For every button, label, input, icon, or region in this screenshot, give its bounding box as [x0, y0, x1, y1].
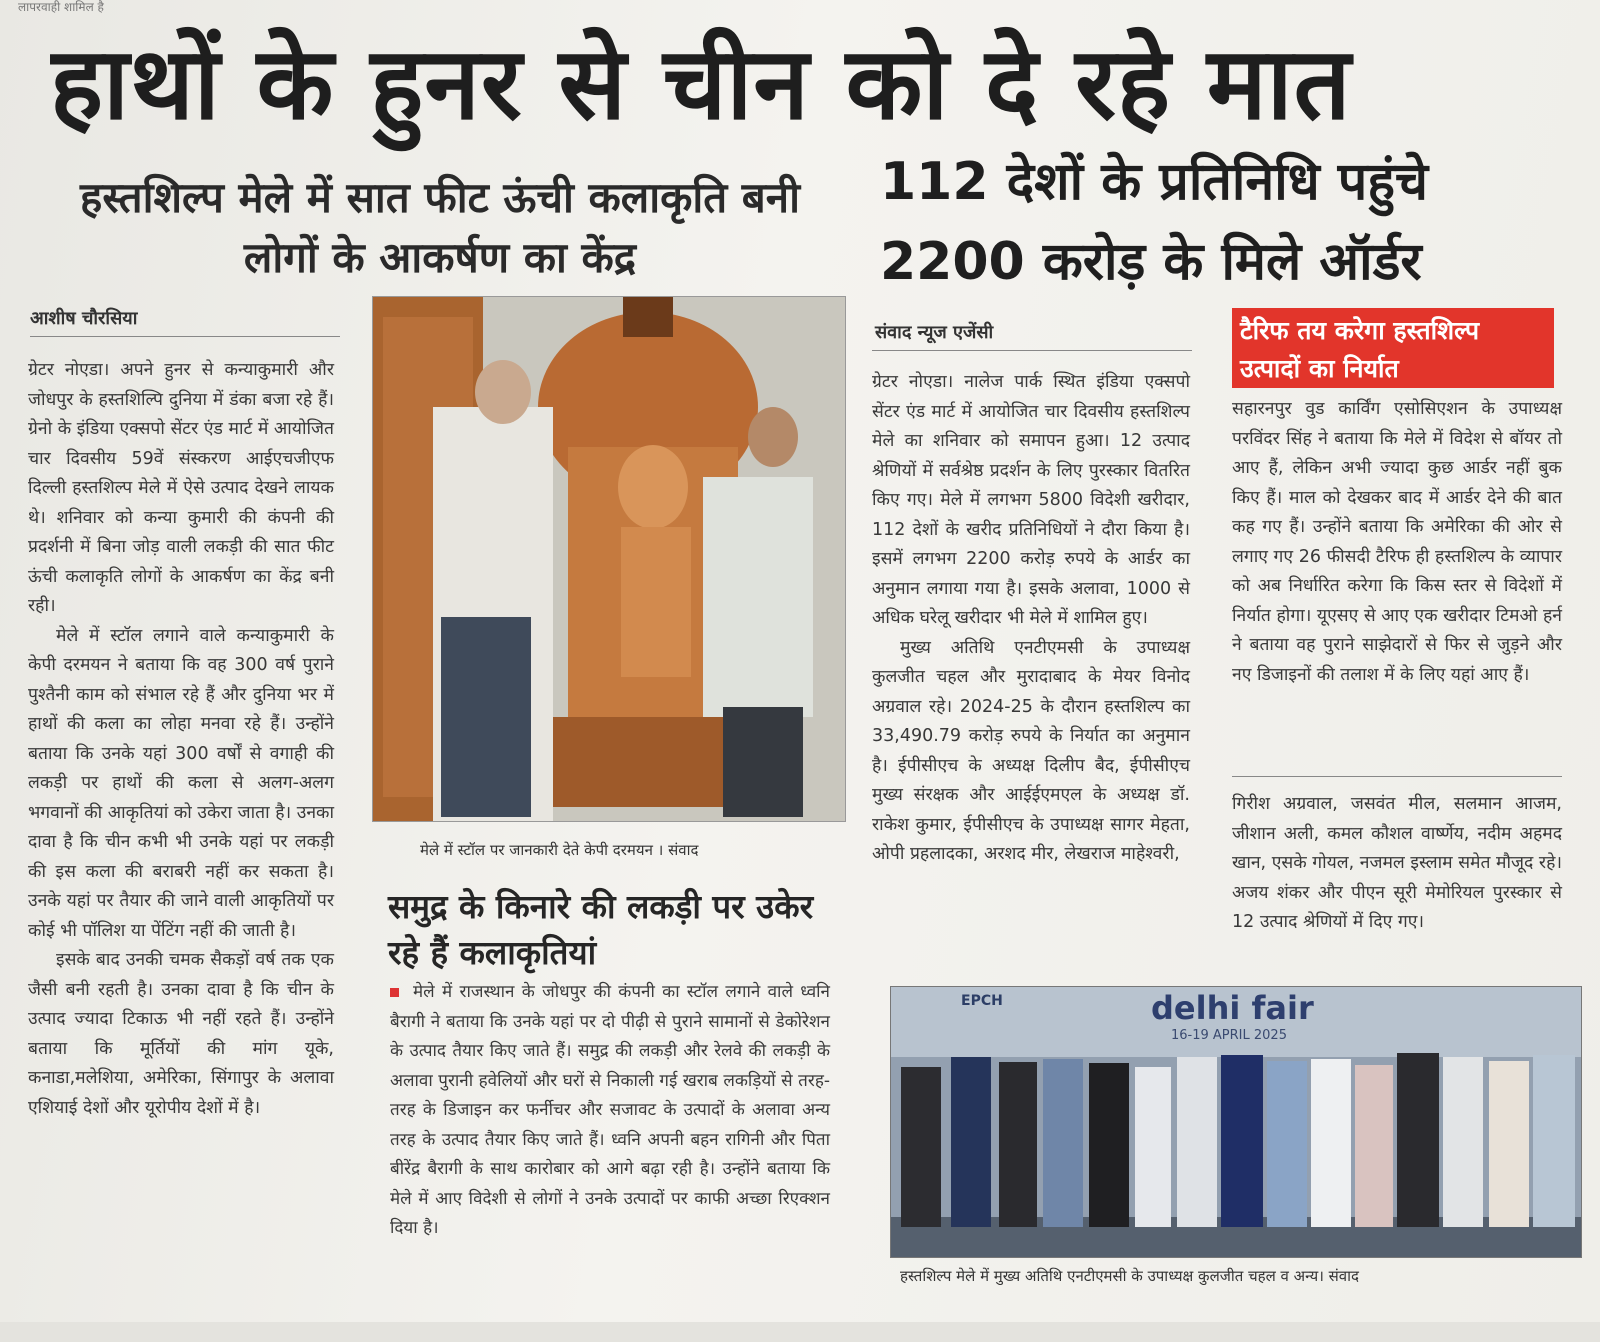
column3-paragraph-2: मुख्य अतिथि एनटीएमसी के उपाध्यक्ष कुलजीत चहल और मुरादाबाद के मेयर विनोद अग्रवाल रहे। 2024-25 के दौरान हस्तशिल्प का 33,490.79 करोड़ रुपये के निर्यात का अनुमान है। ईपीसीएच के अध्यक्ष दिलीप बैद, ईपीसीएच मुख्य संरक्षक और आईईएमएल के अध्यक्ष डॉ. राकेश कुमार, ईपीसीएच के उपाध्यक्ष सागर मेहता, ओपी प्रहलादका, अरशद मीर, लेखराज माहेश्वरी,	[872, 637, 1190, 864]
main-headline: हाथों के हुनर से चीन को दे रहे मात	[50, 25, 1352, 142]
article-column-2	[390, 978, 830, 1244]
right-subheadline-line1: 112 देशों के प्रतिनिधि पहुंचे	[880, 152, 1428, 212]
column2-text: मेले में राजस्थान के जोधपुर की कंपनी का स्टॉल लगाने वाले ध्वनि बैरागी ने बताया कि उनके यहां पर दो पीढ़ी से पुराने सामानों से डेकोरेशन के उत्पाद तैयार किए जाते हैं। समुद्र की लकड़ी और रेलवे की लकड़ी के अलावा पुरानी हवेलियों और घरों से निकाली गई खराब लकड़ियों से तरह-तरह के डिजाइन कर फर्नीचर और सजावट के उत्पादों के अलावा अन्य तरह के उत्पाद तैयार किए जाते हैं। ध्वनि अपनी बहन रागिनी और पिता बीरेंद्र बैरागी के साथ कारोबार को आगे बढ़ा रही है। उन्होंने बताया कि मेले में आए विदेशी से लोगों ने उनके उत्पादों पर काफी अच्छा रिएक्शन दिया है।	[390, 982, 830, 1238]
right-subheadline	[880, 142, 1560, 302]
photo-caption-2: हस्तशिल्प मेले में मुख्य अतिथि एनटीएमसी के उपाध्यक्ष कुलजीत चहल व अन्य। संवाद	[900, 1267, 1359, 1285]
group-photo	[890, 986, 1582, 1258]
banner-date-text: 16-19 APRIL 2025	[1171, 1028, 1287, 1043]
column4b-text: गिरीश अग्रवाल, जसवंत मील, सलमान आजम, जीशान अली, कमल कौशल वार्ष्णेय, नदीम अहमद खान, एसके गोयल, नजमल इस्लाम समेत मौजूद रहे। अजय शंकर और पीएन सूरी मेमोरियल पुरस्कार से 12 उत्पाद श्रेणियों में दिए गए।	[1232, 794, 1562, 932]
article-column-3	[872, 368, 1190, 870]
column1-paragraph-1: ग्रेटर नोएडा। अपने हुनर से कन्याकुमारी और जोधपुर के हस्तशिल्पि दुनिया में डंका बजा रहे हैं। ग्रेनो के इंडिया एक्सपो सेंटर एंड मार्ट में आयोजित चार दिवसीय 59वें संस्करण आईएचजीएफ दिल्ली हस्तशिल्प मेले में ऐसे उत्पाद देखने लायक थे। शनिवार को कन्या कुमारी की कंपनी की प्रदर्शनी में बिना जोड़ वाली लकड़ी की सात फीट ऊंची कलाकृति लोगों के आकर्षण का केंद्र बनी रही।	[28, 360, 334, 616]
sculpture-photo	[372, 296, 846, 822]
photo-caption-1: मेले में स्टॉल पर जानकारी देते केपी दरमयन । संवाद	[420, 841, 699, 859]
article-column-4	[1232, 395, 1562, 690]
banner-epch-text: EPCH	[961, 993, 1003, 1009]
byline-mid-rule	[872, 350, 1192, 351]
red-subhead-box: टैरिफ तय करेगा हस्तशिल्प उत्पादों का निर्यात	[1232, 308, 1554, 388]
article-column-1	[28, 356, 334, 1123]
byline-left: आशीष चौरसिया	[30, 308, 138, 329]
top-strip-text: लापरवाही शामिल है	[18, 0, 104, 14]
article-column-4b	[1232, 790, 1562, 938]
mid-subheadline: समुद्र के किनारे की लकड़ी पर उकेर रहे हैं कलाकृतियां	[388, 887, 814, 972]
byline-mid: संवाद न्यूज एजेंसी	[875, 322, 994, 343]
red-bullet-icon	[390, 988, 399, 997]
banner-fair-text: delhi fair	[1151, 989, 1314, 1027]
bottom-strip	[0, 1322, 1600, 1342]
column4-divider	[1232, 776, 1562, 777]
column3-paragraph-1: ग्रेटर नोएडा। नालेज पार्क स्थित इंडिया एक्सपो सेंटर एंड मार्ट में आयोजित चार दिवसीय हस्तशिल्प मेले का शनिवार को समापन हुआ। 12 उत्पाद श्रेणियों में सर्वश्रेष्ठ प्रदर्शन के लिए पुरस्कार वितरित किए गए। मेले में लगभग 5800 विदेशी खरीदार, 112 देशों के खरीद प्रतिनिधियों ने दौरा किया है। इसमें लगभग 2200 करोड़ रुपये के आर्डर का अनुमान लगाया गया है। इसके अलावा, 1000 से अधिक घरेलू खरीदार भी मेले में शामिल हुए।	[872, 372, 1190, 628]
column4-text: सहारनपुर वुड कार्विंग एसोसिएशन के उपाध्यक्ष परविंदर सिंह ने बताया कि मेले में विदेश से बॉयर तो आए हैं, लेकिन अभी ज्यादा कुछ आर्डर नहीं बुक किए हैं। माल को देखकर बाद में आर्डर देने की बात कह गए हैं। उन्होंने बताया कि अमेरिका की ओर से लगाए गए 26 फीसदी टैरिफ ही हस्तशिल्प के व्यापार को अब निर्धारित करेगा कि किस स्तर से विदेशों में निर्यात होगा। यूएसए से आए एक खरीदार टिमओ हर्न ने बताया वह पुराने साझेदारों से फिर से जुड़ने और नए डिजाइनों की तलाश में के लिए यहां आए हैं।	[1232, 399, 1562, 685]
column1-paragraph-2: मेले में स्टॉल लगाने वाले कन्याकुमारी के केपी दरमयन ने बताया कि वह 300 वर्ष पुराने पुश्तैनी काम को संभाल रहे हैं और दुनिया भर में हाथों की कला का लोहा मनवा रहे हैं। उन्होंने बताया कि उनके यहां 300 वर्षों से वगाही की लकड़ी पर हाथों की कला से अलग-अलग भगवानों की आकृतियां को उकेरा जाता है। उनका दावा है कि चीन कभी भी उनके यहां पर लकड़ी की इस कला की बराबरी नहीं कर सकता है। उनके यहां पर तैयार की जाने वाली आकृतियों पर कोई भी पॉलिश या पेंटिंग नहीं की जाती है।	[28, 625, 335, 941]
byline-rule	[30, 336, 340, 337]
right-subheadline-line2: 2200 करोड़ के मिले ऑर्डर	[880, 232, 1422, 292]
left-subheadline: हस्तशिल्प मेले में सात फीट ऊंची कलाकृति बनी लोगों के आकर्षण का केंद्र	[80, 173, 800, 282]
column1-paragraph-3: इसके बाद उनकी चमक सैकड़ों वर्ष तक एक जैसी बनी रहती है। उनका दावा है कि चीन के उत्पाद ज्यादा टिकाऊ भी नहीं रहते हैं। उन्होंने बताया कि मूर्तियों की मांग यूके, कनाडा,मलेशिया, अमेरिका, सिंगापुर के अलावा एशियाई देशों और यूरोपीय देशों में है।	[28, 950, 334, 1118]
